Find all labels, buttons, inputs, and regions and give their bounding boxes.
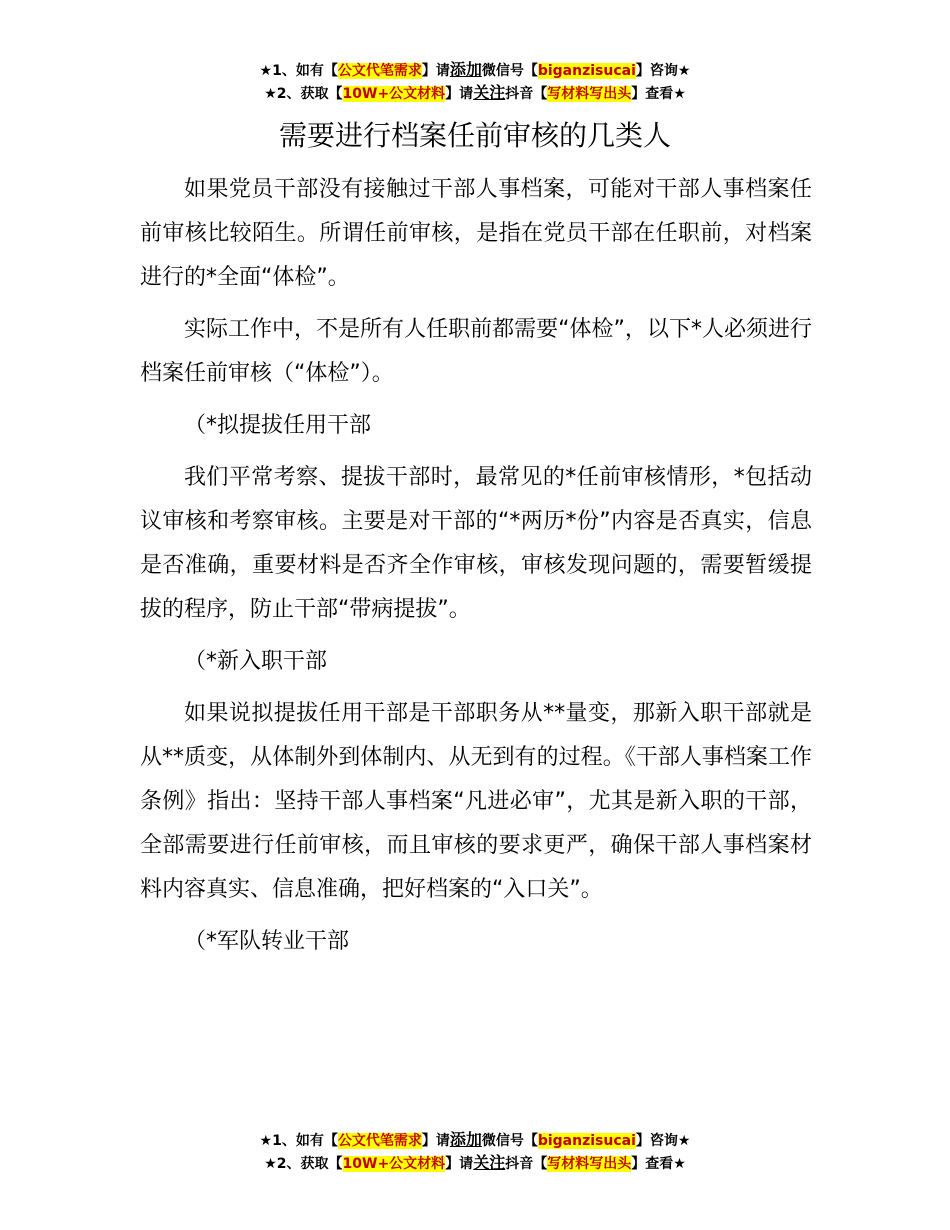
highlight-materials: 10W+公文材料 [342, 1156, 446, 1172]
banner-line-1: ★1、如有【公文代笔需求】请添加微信号【biganzisucai】咨询★ [259, 1130, 691, 1149]
highlight-wechat-id: biganzisucai [537, 63, 636, 79]
paragraph: 如果党员干部没有接触过干部人事档案，可能对干部人事档案任前审核比较陌生。所谓任前审核，是指在党员干部在任职前，对档案进行的*全面“体检”。 [140, 177, 812, 290]
banner-line-2: ★2、获取【10W+公文材料】请关注抖音【写材料写出头】查看★ [264, 83, 686, 102]
banner-line-1: ★1、如有【公文代笔需求】请添加微信号【biganzisucai】咨询★ [259, 60, 691, 79]
section-heading: （*新入职干部 [184, 649, 328, 674]
highlight-douyin: 写材料写出头 [547, 86, 632, 102]
highlight-service: 公文代笔需求 [337, 1133, 422, 1149]
banner-line-2: ★2、获取【10W+公文材料】请关注抖音【写材料写出头】查看★ [264, 1153, 686, 1172]
header-banner [0, 59, 950, 105]
footer-banner [0, 1129, 950, 1175]
highlight-douyin: 写材料写出头 [547, 1156, 632, 1172]
document-body [140, 168, 812, 972]
document-title: 需要进行档案任前审核的几类人 [278, 119, 671, 152]
paragraph: 实际工作中，不是所有人任职前都需要“体检”，以下*人必须进行档案任前审核（“体检”）。 [140, 317, 812, 386]
paragraph: 我们平常考察、提拔干部时，最常见的*任前审核情形，*包括动议审核和考察审核。主要是对干部的“*两历*份”内容是否真实，信息是否准确，重要材料是否齐全作审核，审核发现问题的，需要暂缓提拔的程序，防止干部“带病提拔”。 [140, 465, 812, 622]
highlight-materials: 10W+公文材料 [342, 86, 446, 102]
section-heading: （*军队转业干部 [184, 929, 350, 954]
highlight-wechat-id: biganzisucai [537, 1133, 636, 1149]
paragraph: 如果说拟提拔任用干部是干部职务从**量变，那新入职干部就是从**质变，从体制外到体制内、从无到有的过程。《干部人事档案工作条例》指出：坚持干部人事档案“凡进必审”，尤其是新入职的干部，全部需要进行任前审核，而且审核的要求更严，确保干部人事档案材料内容真实、信息准确，把好档案的“入口关”。 [140, 701, 812, 902]
highlight-service: 公文代笔需求 [337, 63, 422, 79]
section-heading: （*拟提拔任用干部 [184, 413, 372, 438]
